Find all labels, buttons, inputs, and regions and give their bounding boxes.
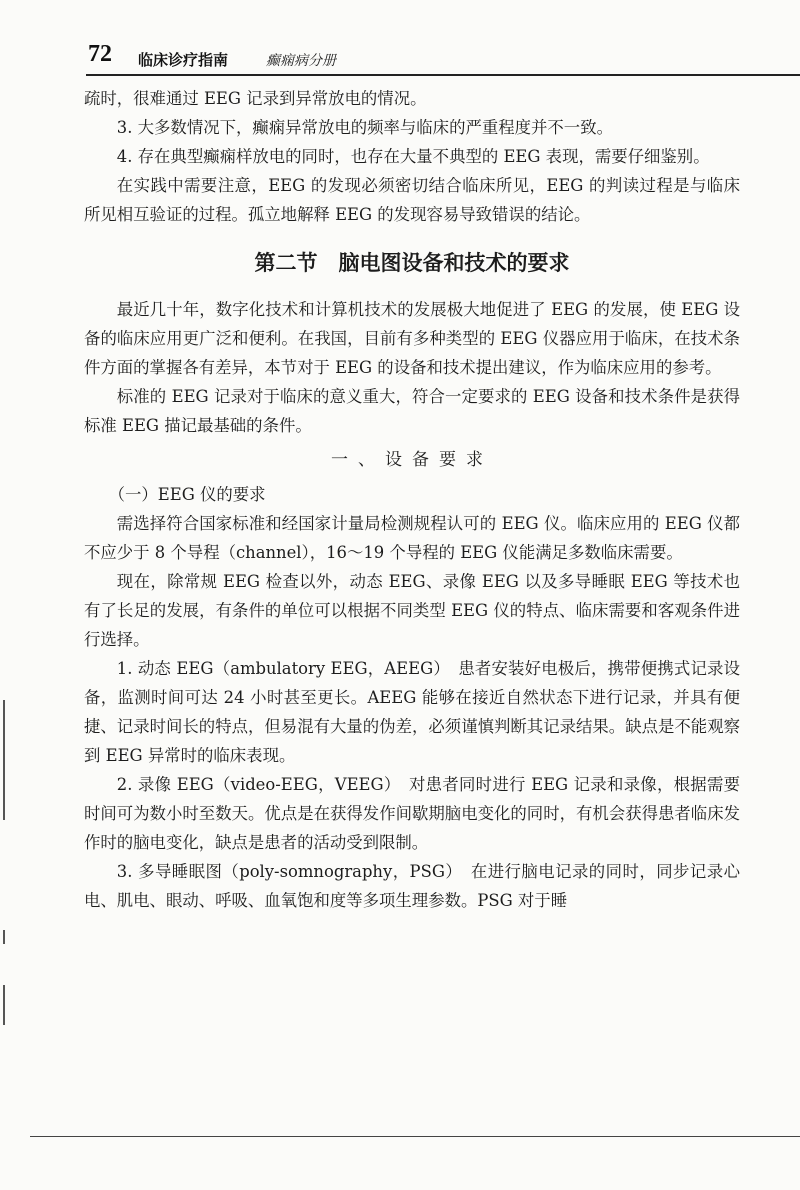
paragraph: 需选择符合国家标准和经国家计量局检测规程认可的 EEG 仪。临床应用的 EEG 仪都不应少于 8 个导程（channel），16～19 个导程的 EEG 仪能满足多数临床需要。 xyxy=(84,514,740,562)
scan-edge-mark xyxy=(3,700,5,820)
heading-3: （一）EEG 仪的要求 xyxy=(108,485,266,504)
paragraph: 在实践中需要注意，EEG 的发现必须密切结合临床所见，EEG 的判读过程是与临床所见相互验证的过程。孤立地解释 EEG 的发现容易导致错误的结论。 xyxy=(84,176,740,224)
subsection-title: 一、设备要求 xyxy=(331,450,493,470)
paragraph: 1. 动态 EEG（ambulatory EEG，AEEG） 患者安装好电极后，携带便携式记录设备，监测时间可达 24 小时甚至更长。AEEG 能够在接近自然状态下进行记录，并具有便捷、记录时间长的特点，但易混有大量的伪差，必须谨慎判断其记录结果。缺点是不能观察到 EEG 异常时的临床表现。 xyxy=(84,659,740,765)
scan-edge-mark xyxy=(3,930,5,944)
paragraph: 4. 存在典型癫痫样放电的同时，也存在大量不典型的 EEG 表现，需要仔细鉴别。 xyxy=(116,147,710,166)
paragraph: 标准的 EEG 记录对于临床的意义重大，符合一定要求的 EEG 设备和技术条件是获得标准 EEG 描记最基础的条件。 xyxy=(84,387,740,435)
scan-edge-mark xyxy=(3,985,5,1025)
paragraph: 现在，除常规 EEG 检查以外，动态 EEG、录像 EEG 以及多导睡眠 EEG 等技术也有了长足的发展，有条件的单位可以根据不同类型 EEG 仪的特点、临床需要和客观条件进行选择。 xyxy=(84,572,740,649)
book-subtitle: 癫痫病分册 xyxy=(266,53,336,69)
paragraph: 3. 多导睡眠图（poly-somnography，PSG） 在进行脑电记录的同时，同步记录心电、肌电、眼动、呼吸、血氧饱和度等多项生理参数。PSG 对于睡 xyxy=(84,862,740,910)
running-header xyxy=(86,40,800,76)
scan-bottom-rule xyxy=(30,1136,800,1137)
paragraph: 3. 大多数情况下，癫痫异常放电的频率与临床的严重程度并不一致。 xyxy=(116,118,613,137)
section-title: 第二节 脑电图设备和技术的要求 xyxy=(254,251,570,275)
paragraph: 疏时，很难通过 EEG 记录到异常放电的情况。 xyxy=(84,89,427,108)
page-body xyxy=(84,84,740,915)
book-title: 临床诊疗指南 xyxy=(138,51,229,69)
paragraph: 2. 录像 EEG（video-EEG，VEEG） 对患者同时进行 EEG 记录和录像，根据需要时间可为数小时至数天。优点是在获得发作间歇期脑电变化的同时，有机会获得患者临床发作时的脑电变化，缺点是患者的活动受到限制。 xyxy=(84,775,740,852)
page-number: 72 xyxy=(88,41,112,67)
paragraph: 最近几十年，数字化技术和计算机技术的发展极大地促进了 EEG 的发展，使 EEG 设备的临床应用更广泛和便利。在我国，目前有多种类型的 EEG 仪器应用于临床，在技术条件方面的掌握各有差异，本节对于 EEG 的设备和技术提出建议，作为临床应用的参考。 xyxy=(84,300,740,377)
